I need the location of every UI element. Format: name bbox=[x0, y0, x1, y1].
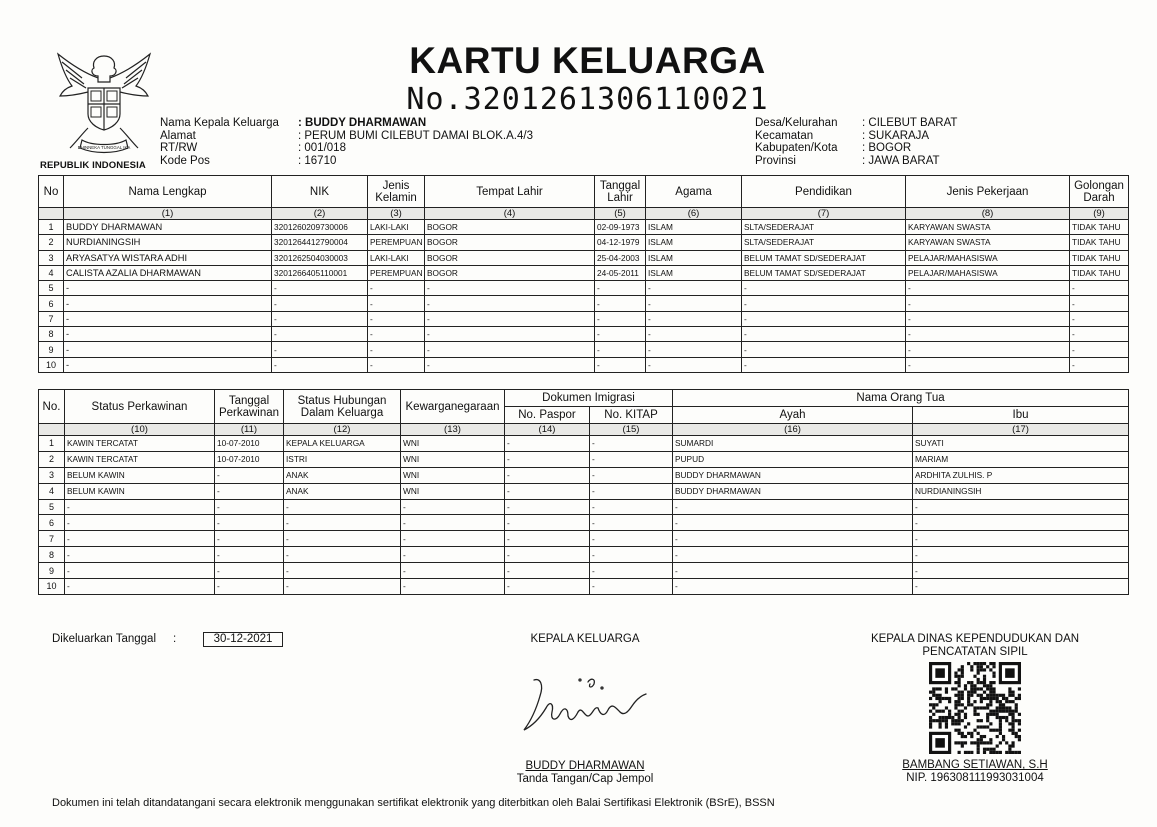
table-cell: - bbox=[368, 342, 425, 357]
table-cell: - bbox=[215, 499, 284, 515]
table-cell: - bbox=[401, 531, 505, 547]
col-no: No bbox=[39, 176, 64, 208]
table-cell: - bbox=[742, 311, 906, 326]
table-cell: 10-07-2010 bbox=[215, 451, 284, 467]
col-gender: Jenis Kelamin bbox=[368, 176, 425, 208]
table-cell: - bbox=[215, 467, 284, 483]
table-cell: - bbox=[505, 499, 590, 515]
official-name: BAMBANG SETIAWAN, S.H bbox=[902, 759, 1048, 771]
col-marriage-date: Tanggal Perkawinan bbox=[215, 390, 284, 424]
table-cell: - bbox=[64, 296, 272, 311]
table-cell: - bbox=[1070, 357, 1129, 372]
header-labels-right bbox=[755, 117, 838, 168]
table-cell: - bbox=[906, 311, 1070, 326]
table-cell: BUDDY DHARMAWAN bbox=[673, 467, 913, 483]
table-cell: - bbox=[505, 563, 590, 579]
table-cell: - bbox=[425, 281, 595, 296]
label-postal-code: Kode Pos bbox=[160, 155, 210, 168]
table-cell: KEPALA KELUARGA bbox=[284, 436, 401, 452]
table-cell: TIDAK TAHU bbox=[1070, 235, 1129, 250]
table-cell: - bbox=[401, 515, 505, 531]
table-cell: - bbox=[1070, 296, 1129, 311]
table-cell: BELUM KAWIN bbox=[65, 467, 215, 483]
table-cell: - bbox=[215, 483, 284, 499]
table-cell: - bbox=[284, 531, 401, 547]
table-row bbox=[39, 265, 1129, 280]
table-cell: - bbox=[673, 579, 913, 595]
table-cell: - bbox=[742, 342, 906, 357]
table-cell: - bbox=[646, 327, 742, 342]
table-cell: - bbox=[65, 579, 215, 595]
col-education: Pendidikan bbox=[742, 176, 906, 208]
table2-index-row bbox=[39, 424, 1129, 436]
index-cell: (6) bbox=[646, 208, 742, 220]
table-cell: BOGOR bbox=[425, 265, 595, 280]
index-cell: (15) bbox=[590, 424, 673, 436]
table-cell: - bbox=[215, 531, 284, 547]
table-cell: - bbox=[673, 499, 913, 515]
table-cell: 2 bbox=[39, 451, 65, 467]
table-cell: 9 bbox=[39, 563, 65, 579]
table-cell: 3201260209730006 bbox=[272, 220, 368, 235]
value-head-of-family: : BUDDY DHARMAWAN bbox=[298, 117, 427, 129]
table-cell: - bbox=[913, 547, 1129, 563]
table-cell: NURDIANINGSIH bbox=[913, 483, 1129, 499]
family-status-table bbox=[38, 389, 1129, 595]
table-cell: - bbox=[646, 311, 742, 326]
table-cell: WNI bbox=[401, 436, 505, 452]
official-title-line-1: KEPALA DINAS KEPENDUDUKAN DAN bbox=[870, 633, 1080, 645]
table-cell: - bbox=[64, 357, 272, 372]
index-cell: (11) bbox=[215, 424, 284, 436]
table-cell: - bbox=[272, 357, 368, 372]
table-row bbox=[39, 483, 1129, 499]
table-cell: PEREMPUAN bbox=[368, 265, 425, 280]
table-cell: - bbox=[646, 342, 742, 357]
table-cell: - bbox=[913, 579, 1129, 595]
table-cell: - bbox=[742, 357, 906, 372]
table-cell: - bbox=[425, 342, 595, 357]
head-of-family-signature bbox=[510, 660, 660, 740]
col-birthdate: Tanggal Lahir bbox=[595, 176, 646, 208]
table-cell: TIDAK TAHU bbox=[1070, 250, 1129, 265]
table-cell: BELUM KAWIN bbox=[65, 483, 215, 499]
table-cell: ISLAM bbox=[646, 235, 742, 250]
table-cell: 3201262504030003 bbox=[272, 250, 368, 265]
table-cell: - bbox=[1070, 281, 1129, 296]
table-cell: - bbox=[913, 499, 1129, 515]
table-cell: - bbox=[505, 579, 590, 595]
header-values-right bbox=[862, 117, 957, 168]
table-cell: ARYASATYA WISTARA ADHI bbox=[64, 250, 272, 265]
table-cell: - bbox=[906, 357, 1070, 372]
table-cell: - bbox=[272, 296, 368, 311]
table-cell: - bbox=[906, 327, 1070, 342]
table-cell: 02-09-1973 bbox=[595, 220, 646, 235]
table-cell: - bbox=[401, 579, 505, 595]
table-cell: 5 bbox=[39, 281, 64, 296]
table-cell: WNI bbox=[401, 451, 505, 467]
table-cell: - bbox=[215, 515, 284, 531]
table-row bbox=[39, 531, 1129, 547]
table-cell: - bbox=[673, 515, 913, 531]
table-cell: KAWIN TERCATAT bbox=[65, 436, 215, 452]
table-cell: - bbox=[401, 563, 505, 579]
table-cell: - bbox=[368, 327, 425, 342]
col-occupation: Jenis Pekerjaan bbox=[906, 176, 1070, 208]
table-cell: 6 bbox=[39, 296, 64, 311]
issued-date: 30-12-2021 bbox=[203, 632, 283, 647]
table-cell: - bbox=[913, 531, 1129, 547]
table-cell: - bbox=[368, 311, 425, 326]
svg-text:BHINNEKA TUNGGAL IKA: BHINNEKA TUNGGAL IKA bbox=[77, 145, 131, 150]
table-cell: BOGOR bbox=[425, 220, 595, 235]
value-rt-rw: : 001/018 bbox=[298, 142, 346, 155]
table-cell: - bbox=[673, 531, 913, 547]
table-row bbox=[39, 515, 1129, 531]
table-cell: - bbox=[505, 451, 590, 467]
index-cell: (7) bbox=[742, 208, 906, 220]
col-citizenship: Kewarganegaraan bbox=[401, 390, 505, 424]
table-cell: LAKI-LAKI bbox=[368, 220, 425, 235]
label-village: Desa/Kelurahan bbox=[755, 117, 838, 129]
table-cell: - bbox=[1070, 327, 1129, 342]
table-cell: - bbox=[590, 436, 673, 452]
table-row bbox=[39, 357, 1129, 372]
head-of-family-name: BUDDY DHARMAWAN bbox=[525, 760, 645, 772]
table-row bbox=[39, 547, 1129, 563]
table-row bbox=[39, 467, 1129, 483]
table-cell: - bbox=[284, 563, 401, 579]
index-cell: (3) bbox=[368, 208, 425, 220]
table-cell: 2 bbox=[39, 235, 64, 250]
table-cell: ANAK bbox=[284, 467, 401, 483]
table-cell: - bbox=[646, 296, 742, 311]
table-cell: - bbox=[284, 579, 401, 595]
table-cell: - bbox=[272, 327, 368, 342]
table-cell: 8 bbox=[39, 547, 65, 563]
col-full-name: Nama Lengkap bbox=[64, 176, 272, 208]
table-cell: 3201266405110001 bbox=[272, 265, 368, 280]
table-cell: - bbox=[64, 327, 272, 342]
index-cell: (10) bbox=[65, 424, 215, 436]
table-cell: - bbox=[590, 563, 673, 579]
issued-label: Dikeluarkan Tanggal bbox=[52, 633, 156, 645]
table-cell: - bbox=[1070, 311, 1129, 326]
table-cell: - bbox=[742, 296, 906, 311]
table-row bbox=[39, 436, 1129, 452]
table-row bbox=[39, 220, 1129, 235]
table-cell: TIDAK TAHU bbox=[1070, 220, 1129, 235]
table-cell: - bbox=[284, 499, 401, 515]
table-cell: - bbox=[505, 515, 590, 531]
table-cell: - bbox=[65, 563, 215, 579]
table-cell: - bbox=[272, 342, 368, 357]
table-cell: 4 bbox=[39, 265, 64, 280]
table1-index-row bbox=[39, 208, 1129, 220]
table-cell: - bbox=[595, 281, 646, 296]
table-cell: MARIAM bbox=[913, 451, 1129, 467]
table-cell: SLTA/SEDERAJAT bbox=[742, 235, 906, 250]
table-cell: 9 bbox=[39, 342, 64, 357]
table-cell: - bbox=[913, 515, 1129, 531]
col-family-relation: Status Hubungan Dalam Keluarga bbox=[284, 390, 401, 424]
table-cell: KARYAWAN SWASTA bbox=[906, 220, 1070, 235]
table-cell: - bbox=[401, 547, 505, 563]
electronic-signature-disclaimer: Dokumen ini telah ditandatangani secara elektronik menggunakan sertifikat elektronik yang diterbitkan oleh Balai Sertifikasi Elektronik (BSrE), BSSN bbox=[52, 797, 775, 809]
col-birthplace: Tempat Lahir bbox=[425, 176, 595, 208]
table-cell: 3201264412790004 bbox=[272, 235, 368, 250]
index-cell: (8) bbox=[906, 208, 1070, 220]
value-province: : JAWA BARAT bbox=[862, 155, 940, 168]
value-village: : CILEBUT BARAT bbox=[862, 117, 958, 129]
table-cell: - bbox=[505, 483, 590, 499]
table-cell: - bbox=[673, 547, 913, 563]
table-cell: BUDDY DHARMAWAN bbox=[673, 483, 913, 499]
table-cell: PELAJAR/MAHASISWA bbox=[906, 265, 1070, 280]
col-father: Ayah bbox=[673, 407, 913, 424]
signature-caption: Tanda Tangan/Cap Jempol bbox=[516, 773, 654, 785]
table-cell: - bbox=[215, 579, 284, 595]
table-cell: - bbox=[215, 547, 284, 563]
table-cell: - bbox=[65, 531, 215, 547]
table-cell: - bbox=[673, 563, 913, 579]
table-cell: - bbox=[215, 563, 284, 579]
table-cell: - bbox=[64, 281, 272, 296]
table-cell: 4 bbox=[39, 483, 65, 499]
issued-colon: : bbox=[173, 633, 177, 645]
table-cell: - bbox=[595, 311, 646, 326]
table-cell: BOGOR bbox=[425, 250, 595, 265]
table-cell: LAKI-LAKI bbox=[368, 250, 425, 265]
table-cell: BOGOR bbox=[425, 235, 595, 250]
table-cell: ARDHITA ZULHIS. P bbox=[913, 467, 1129, 483]
table-cell: - bbox=[595, 342, 646, 357]
signature-qr-code-icon bbox=[927, 662, 1023, 754]
table-cell: - bbox=[272, 311, 368, 326]
emblem-caption: REPUBLIK INDONESIA bbox=[40, 160, 146, 171]
table-cell: 25-04-2003 bbox=[595, 250, 646, 265]
value-regency: : BOGOR bbox=[862, 142, 912, 155]
table-row bbox=[39, 311, 1129, 326]
table-cell: - bbox=[590, 483, 673, 499]
table-cell: - bbox=[65, 547, 215, 563]
table-cell: - bbox=[505, 436, 590, 452]
label-head-of-family: Nama Kepala Keluarga bbox=[160, 117, 279, 129]
table-cell: - bbox=[425, 296, 595, 311]
label-address: Alamat bbox=[160, 129, 196, 142]
table-cell: - bbox=[590, 499, 673, 515]
col-marital-status: Status Perkawinan bbox=[65, 390, 215, 424]
table-cell: WNI bbox=[401, 483, 505, 499]
index-cell: (9) bbox=[1070, 208, 1129, 220]
table-cell: KARYAWAN SWASTA bbox=[906, 235, 1070, 250]
value-postal-code: : 16710 bbox=[298, 155, 337, 168]
table-cell: ISLAM bbox=[646, 220, 742, 235]
table-cell: BELUM TAMAT SD/SEDERAJAT bbox=[742, 265, 906, 280]
table-cell: 24-05-2011 bbox=[595, 265, 646, 280]
table-row bbox=[39, 579, 1129, 595]
table-cell: - bbox=[64, 342, 272, 357]
table-cell: - bbox=[284, 547, 401, 563]
table-cell: 10-07-2010 bbox=[215, 436, 284, 452]
col-immigration-docs: Dokumen Imigrasi bbox=[505, 390, 673, 407]
table-row bbox=[39, 563, 1129, 579]
table-cell: - bbox=[65, 515, 215, 531]
table-cell: - bbox=[906, 281, 1070, 296]
table-row bbox=[39, 235, 1129, 250]
index-cell: (1) bbox=[64, 208, 272, 220]
col-kitap: No. KITAP bbox=[590, 407, 673, 424]
label-rt-rw: RT/RW bbox=[160, 142, 198, 155]
table-cell: - bbox=[65, 499, 215, 515]
table-cell: - bbox=[425, 311, 595, 326]
col-mother: Ibu bbox=[913, 407, 1129, 424]
index-cell bbox=[39, 424, 65, 436]
table-cell: 3 bbox=[39, 467, 65, 483]
table-cell: - bbox=[595, 327, 646, 342]
table-cell: - bbox=[595, 357, 646, 372]
index-cell: (13) bbox=[401, 424, 505, 436]
table-cell: BUDDY DHARMAWAN bbox=[64, 220, 272, 235]
index-cell: (2) bbox=[272, 208, 368, 220]
col-religion: Agama bbox=[646, 176, 742, 208]
table-cell: - bbox=[368, 296, 425, 311]
table-row bbox=[39, 342, 1129, 357]
table-cell: 04-12-1979 bbox=[595, 235, 646, 250]
table-cell: 1 bbox=[39, 436, 65, 452]
table-cell: - bbox=[906, 342, 1070, 357]
index-cell: (16) bbox=[673, 424, 913, 436]
table-cell: WNI bbox=[401, 467, 505, 483]
head-of-family-title: KEPALA KELUARGA bbox=[530, 633, 640, 645]
table-cell: - bbox=[590, 579, 673, 595]
value-address: : PERUM BUMI CILEBUT DAMAI BLOK.A.4/3 bbox=[298, 129, 533, 142]
table-row bbox=[39, 296, 1129, 311]
official-nip: NIP. 196308111993031004 bbox=[906, 772, 1044, 784]
table-cell: - bbox=[505, 467, 590, 483]
col-nik: NIK bbox=[272, 176, 368, 208]
table-cell: - bbox=[595, 296, 646, 311]
table-row bbox=[39, 451, 1129, 467]
table-cell: PEREMPUAN bbox=[368, 235, 425, 250]
table-cell: - bbox=[590, 451, 673, 467]
label-district: Kecamatan bbox=[755, 129, 814, 142]
table-cell: ISLAM bbox=[646, 250, 742, 265]
table-cell: ISLAM bbox=[646, 265, 742, 280]
table-cell: - bbox=[1070, 342, 1129, 357]
table-cell: 10 bbox=[39, 357, 64, 372]
value-district: : SUKARAJA bbox=[862, 129, 930, 142]
table-row bbox=[39, 327, 1129, 342]
table-cell: - bbox=[272, 281, 368, 296]
table-row bbox=[39, 250, 1129, 265]
index-cell: (5) bbox=[595, 208, 646, 220]
table-cell: - bbox=[906, 296, 1070, 311]
table-cell: - bbox=[284, 515, 401, 531]
table-cell: - bbox=[425, 357, 595, 372]
table-cell: - bbox=[742, 281, 906, 296]
header-labels-left bbox=[160, 117, 279, 168]
table-cell: - bbox=[401, 499, 505, 515]
index-cell: (12) bbox=[284, 424, 401, 436]
table-cell: ANAK bbox=[284, 483, 401, 499]
header-values-left bbox=[298, 117, 533, 168]
table-cell: 7 bbox=[39, 531, 65, 547]
table-cell: - bbox=[646, 357, 742, 372]
table-cell: CALISTA AZALIA DHARMAWAN bbox=[64, 265, 272, 280]
label-province: Provinsi bbox=[755, 155, 796, 168]
table-cell: SLTA/SEDERAJAT bbox=[742, 220, 906, 235]
table-cell: 8 bbox=[39, 327, 64, 342]
table-row bbox=[39, 281, 1129, 296]
table-cell: PELAJAR/MAHASISWA bbox=[906, 250, 1070, 265]
table-cell: - bbox=[425, 327, 595, 342]
table-cell: 3 bbox=[39, 250, 64, 265]
table-cell: TIDAK TAHU bbox=[1070, 265, 1129, 280]
table-cell: KAWIN TERCATAT bbox=[65, 451, 215, 467]
table-cell: PUPUD bbox=[673, 451, 913, 467]
col-passport: No. Paspor bbox=[505, 407, 590, 424]
table-cell: BELUM TAMAT SD/SEDERAJAT bbox=[742, 250, 906, 265]
table-cell: 6 bbox=[39, 515, 65, 531]
table-cell: - bbox=[368, 357, 425, 372]
official-title-line-2: PENCATATAN SIPIL bbox=[922, 646, 1028, 658]
table-cell: NURDIANINGSIH bbox=[64, 235, 272, 250]
table-cell: - bbox=[64, 311, 272, 326]
table-cell: - bbox=[913, 563, 1129, 579]
col-parents: Nama Orang Tua bbox=[673, 390, 1129, 407]
table-cell: 10 bbox=[39, 579, 65, 595]
table-cell: SUMARDI bbox=[673, 436, 913, 452]
table-cell: - bbox=[742, 327, 906, 342]
table-cell: - bbox=[590, 467, 673, 483]
table-cell: - bbox=[368, 281, 425, 296]
family-card-number: No.3201261306110021 bbox=[406, 82, 769, 117]
table-cell: - bbox=[590, 515, 673, 531]
table-cell: SUYATI bbox=[913, 436, 1129, 452]
table-cell: 5 bbox=[39, 499, 65, 515]
table-cell: ISTRI bbox=[284, 451, 401, 467]
label-regency: Kabupaten/Kota bbox=[755, 142, 838, 155]
table-cell: - bbox=[590, 547, 673, 563]
index-cell bbox=[39, 208, 64, 220]
index-cell: (17) bbox=[913, 424, 1129, 436]
table-cell: - bbox=[505, 531, 590, 547]
table1-header-row bbox=[39, 176, 1129, 208]
index-cell: (4) bbox=[425, 208, 595, 220]
table-cell: - bbox=[505, 547, 590, 563]
family-members-table bbox=[38, 175, 1129, 373]
table-cell: - bbox=[590, 531, 673, 547]
col-blood-type: Golongan Darah bbox=[1070, 176, 1129, 208]
table-cell: 7 bbox=[39, 311, 64, 326]
table-cell: 1 bbox=[39, 220, 64, 235]
table-row bbox=[39, 499, 1129, 515]
col-no-2: No. bbox=[39, 390, 65, 424]
table-cell: - bbox=[646, 281, 742, 296]
table2-header-row-1 bbox=[39, 390, 1129, 407]
document-title: KARTU KELUARGA bbox=[409, 40, 766, 81]
index-cell: (14) bbox=[505, 424, 590, 436]
